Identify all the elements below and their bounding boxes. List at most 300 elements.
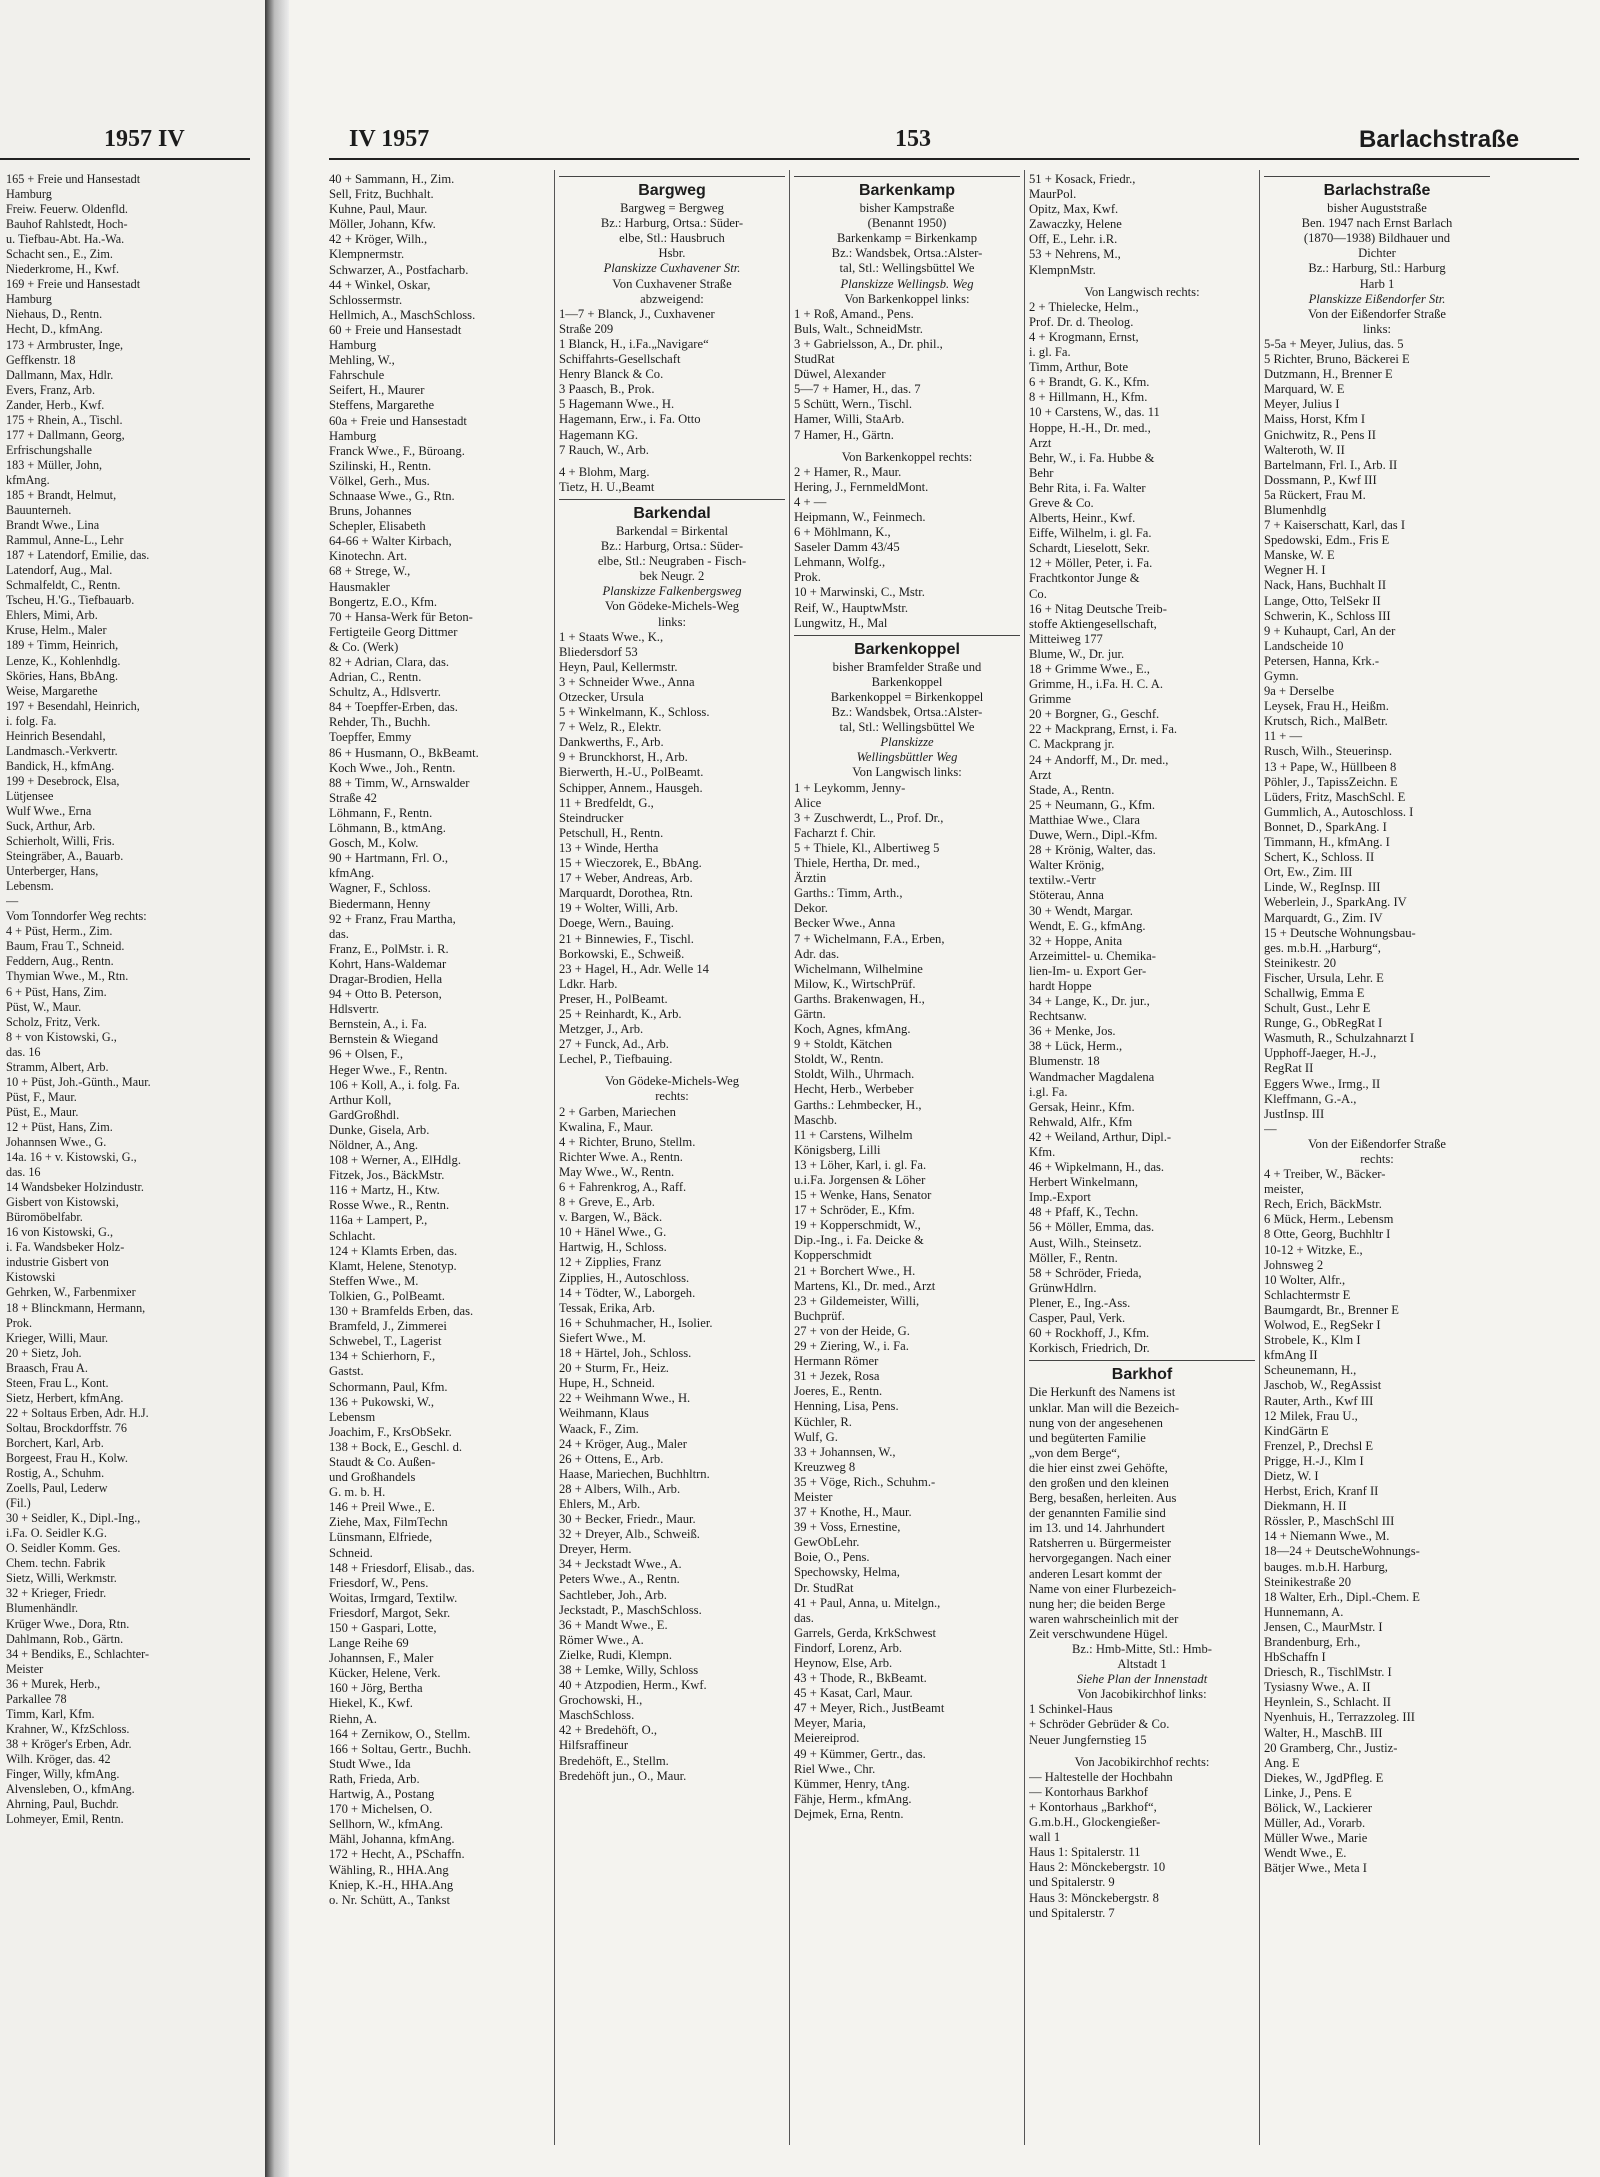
entry-line: 86 + Husmann, O., BkBeamt. — [329, 745, 479, 760]
entry-line: Grimme, H., i.Fa. H. C. A. — [1029, 677, 1163, 692]
entry-line: 172 + Hecht, A., PSchaffn. — [329, 1847, 465, 1862]
entry-line: Dip.-Ing., i. Fa. Deicke & — [794, 1233, 924, 1248]
entry-line: Lünsmann, Elfriede, — [329, 1530, 433, 1545]
entry-line: 90 + Hartmann, Frl. O., — [329, 851, 449, 866]
entry-line: Mähl, Johanna, kfmAng. — [329, 1832, 455, 1847]
section-note: links: — [658, 614, 686, 629]
entry-line: Bongertz, E.O., Kfm. — [329, 594, 438, 609]
entry-line: 18 + Härtel, Joh., Schloss. — [559, 1346, 692, 1361]
section-note: rechts: — [1360, 1152, 1394, 1166]
entry-line: Kopperschmidt — [794, 1248, 872, 1263]
section-note: rechts: — [655, 1089, 689, 1104]
entry-line: 7 + Kaiserschatt, Karl, das I — [1264, 518, 1406, 533]
entry-line: Heynlein, S., Schlacht. II — [1264, 1695, 1391, 1710]
entry-line: Eiffe, Wilhelm, i. gl. Fa. — [1029, 526, 1152, 541]
section-note: elbe, Stl.: Hausbruch — [619, 231, 725, 246]
entry-line: nung von der angesehenen — [1029, 1415, 1163, 1430]
section-note: Barkendal = Birkental — [615, 523, 728, 538]
entry-line: Kfm. — [1029, 1145, 1056, 1159]
entry-line: Rech, Erich, BäckMstr. — [1264, 1197, 1382, 1212]
entry-line: 53 + Nehrens, M., — [1029, 247, 1121, 262]
entry-line: 34 + Lange, K., Dr. jur., — [1029, 994, 1150, 1009]
entry-line: 1—7 + Blanck, J., Cuxhavener — [559, 306, 715, 321]
entry-line: Alice — [794, 795, 822, 810]
entry-line: Dankwerths, F., Arb. — [559, 735, 664, 750]
section-note: Von Langwisch links: — [852, 765, 962, 780]
entry-line: u. Tiefbau-Abt. Ha.-Wa. — [6, 232, 125, 247]
entry-line: 21 + Binnewies, F., Tischl. — [559, 931, 694, 946]
entry-line: Rusch, Wilh., Steuerinsp. — [1264, 744, 1392, 759]
section-note: Von Barkenkoppel links: — [844, 291, 970, 306]
entry-line: JustInsp. III — [1264, 1106, 1325, 1121]
entry-line: Waack, F., Zim. — [559, 1421, 639, 1436]
entry-line: Bernstein & Wiegand — [329, 1032, 439, 1047]
entry-line: Off, E., Lehr. i.R. — [1029, 232, 1118, 247]
entry-line: Schwebel, T., Lagerist — [329, 1334, 442, 1349]
entry-line: Bölick, W., Lackierer — [1264, 1801, 1373, 1816]
entry-line: Ehlers, Mimi, Arb. — [6, 608, 98, 623]
entry-line: 26 + Ottens, E., Arb. — [559, 1451, 664, 1466]
entry-line: 20 + Sietz, Joh. — [6, 1345, 82, 1360]
entry-line: Steffen Wwe., M. — [329, 1273, 419, 1288]
entry-line: Petschull, H., Rentn. — [559, 825, 664, 840]
entry-line: Schardt, Lieselott, Sekr. — [1029, 541, 1150, 556]
entry-line: Imp.-Export — [1029, 1190, 1091, 1205]
entry-line: 30 + Wendt, Margar. — [1029, 903, 1133, 918]
entry-line: Scheunemann, H., — [1264, 1363, 1357, 1378]
entry-line: 4 + — — [794, 494, 827, 509]
entry-line: 32 + Dreyer, Alb., Schweiß. — [559, 1527, 700, 1542]
entry-line: Garths. Brakenwagen, H., — [794, 991, 925, 1006]
entry-line: Nack, Hans, Buchhalt II — [1264, 578, 1387, 593]
entry-line: 20 + Borgner, G., Geschf. — [1029, 707, 1160, 722]
entry-line: 175 + Rhein, A., Tischl. — [6, 412, 123, 427]
entry-line: GrünwHdlrn. — [1029, 1280, 1097, 1295]
entry-line: 60 + Rockhoff, J., Kfm. — [1029, 1326, 1150, 1341]
entry-line: 7 Rauch, W., Arb. — [559, 442, 649, 457]
section-note: Bz.: Wandsbek, Ortsa.:Alster- — [831, 705, 983, 720]
entry-line: Henry Blanck & Co. — [559, 367, 664, 382]
entry-line: Korkisch, Friedrich, Dr. — [1029, 1341, 1150, 1356]
entry-line: 3 Paasch, B., Prok. — [559, 382, 655, 397]
entry-line: Borgeest, Frau H., Kolw. — [6, 1450, 128, 1465]
entry-line: Rehwald, Alfr., Kfm — [1029, 1114, 1133, 1129]
section-note: elbe, Stl.: Neugraben - Fisch- — [597, 554, 747, 569]
entry-line: Walter, H., MaschB. III — [1264, 1725, 1383, 1740]
entry-line: Püst, W., Maur. — [6, 999, 82, 1014]
plan-reference: Planskizze — [880, 735, 934, 750]
section-note: bisher Kampstraße — [859, 201, 955, 216]
entry-line: (Fil.) — [6, 1496, 31, 1511]
entry-line: Erfrischungshalle — [6, 442, 92, 457]
entry-line: 10 + Carstens, W., das. 11 — [1029, 405, 1160, 420]
entry-line: und begüterten Familie — [1029, 1430, 1146, 1445]
entry-line: 43 + Thode, R., BkBeamt. — [794, 1671, 927, 1686]
column-divider — [1259, 170, 1260, 2145]
entry-line: Behr, W., i. Fa. Hubbe & — [1029, 450, 1155, 465]
entry-line: Maiss, Horst, Kfm I — [1264, 412, 1366, 427]
entry-line: 27 + von der Heide, G. — [794, 1323, 910, 1338]
entry-line: Hunnemann, A. — [1264, 1604, 1344, 1619]
entry-line: Kücker, Helene, Verk. — [329, 1666, 441, 1681]
entry-line: Neuer Jungfernstieg 15 — [1029, 1732, 1147, 1747]
entry-line: Gymn. — [1264, 669, 1299, 683]
entry-line: Schwarzer, A., Postfacharb. — [329, 262, 469, 277]
entry-line: kfmAng II — [1264, 1348, 1318, 1363]
entry-line: 19 + Wolter, Willi, Arb. — [559, 901, 678, 916]
entry-line: Ang. E — [1264, 1755, 1300, 1770]
book-gutter — [265, 0, 289, 2177]
entry-line: Johannsen Wwe., G. — [6, 1135, 107, 1149]
entry-line: Kwalina, F., Maur. — [559, 1119, 654, 1134]
entry-line: Sachtleber, Joh., Arb. — [559, 1587, 667, 1602]
entry-line: Alvensleben, O., kfmAng. — [6, 1782, 135, 1797]
entry-line: und Großhandels — [329, 1470, 416, 1485]
entry-line: 31 + Jezek, Rosa — [794, 1369, 880, 1384]
entry-line: wall 1 — [1029, 1830, 1061, 1845]
entry-line: im 13. und 14. Jahrhundert — [1029, 1521, 1165, 1536]
entry-line: Findorf, Lorenz, Arb. — [794, 1640, 903, 1655]
entry-line: 6 + Püst, Hans, Zim. — [6, 984, 107, 999]
entry-line: 5 + Winkelmann, K., Schloss. — [559, 705, 710, 720]
entry-line: — — [1264, 1121, 1277, 1136]
entry-line: Zawaczky, Helene — [1029, 217, 1122, 232]
entry-line: Dekor. — [794, 901, 828, 916]
entry-line: 51 + Kosack, Friedr., — [1029, 172, 1136, 186]
section-note: Von Jacobikirchhof links: — [1077, 1687, 1207, 1702]
heading-rule — [1264, 176, 1490, 177]
entry-line: Steinikestraße 20 — [1264, 1574, 1352, 1589]
entry-line: 36 + Murek, Herb., — [6, 1676, 101, 1691]
entry-line: Gastst. — [329, 1364, 364, 1379]
entry-line: 165 + Freie und Hansestadt — [6, 172, 141, 186]
entry-line: 49 + Kümmer, Gertr., das. — [794, 1746, 926, 1761]
entry-line: 32 + Krieger, Friedr. — [6, 1586, 107, 1601]
entry-line: 1 + Leykomm, Jenny- — [794, 780, 906, 795]
entry-line — [1029, 278, 1255, 285]
entry-line: Wulf, G. — [794, 1429, 838, 1444]
column-divider — [554, 170, 555, 2145]
entry-line: Zoells, Paul, Lederw — [6, 1481, 108, 1496]
entry-line: Nyenhuis, H., Terrazzoleg. III — [1264, 1710, 1416, 1725]
entry-line: Hamburg — [6, 292, 52, 307]
entry-line: 13 + Löher, Karl, i. gl. Fa. — [794, 1157, 927, 1172]
entry-line: Weise, Margarethe — [6, 683, 98, 698]
entry-line: Hamburg — [6, 187, 52, 202]
entry-line: Johnsweg 2 — [1264, 1257, 1324, 1272]
entry-line: 7 Hamer, H., Gärtn. — [794, 427, 894, 442]
entry-line: 116 + Martz, H., Ktw. — [329, 1183, 440, 1198]
entry-line: Steinikestr. 20 — [1264, 955, 1337, 970]
entry-line: Haase, Mariechen, Buchhltrn. — [559, 1466, 710, 1481]
entry-line: Riehn, A. — [329, 1711, 377, 1726]
entry-line: Lebensm — [329, 1409, 376, 1424]
entry-line: i.Fa. O. Seidler K.G. — [6, 1526, 107, 1541]
entry-line: 173 + Armbruster, Inge, — [6, 337, 124, 352]
column-3 — [794, 172, 1020, 1822]
entry-line: Prok. — [794, 570, 821, 585]
section-note: Von Gödeke-Michels-Weg — [604, 1074, 740, 1089]
entry-line: 6 + Fahrenkrog, A., Raff. — [559, 1180, 687, 1194]
section-note: Von der Eißendorfer Straße — [1308, 1136, 1446, 1151]
entry-line: Rössler, P., MaschSchl III — [1264, 1514, 1395, 1529]
entry-line: 25 + Reinhardt, K., Arb. — [559, 1006, 682, 1021]
entry-line: hardt Hoppe — [1029, 978, 1092, 993]
entry-line: Dreyer, Herm. — [559, 1542, 632, 1557]
heading-rule — [794, 176, 1020, 177]
heading-rule — [794, 635, 1020, 636]
entry-line: 33 + Johannsen, W., — [794, 1444, 896, 1459]
entry-line: 11 + Bredfeldt, G., — [559, 795, 654, 810]
entry-line: Bramfeld, J., Zimmerei — [329, 1319, 447, 1334]
entry-line: Königsberg, Lilli — [794, 1142, 881, 1157]
entry-line: Schmalfeldt, C., Rentn. — [6, 578, 121, 593]
entry-line: Blumenhändlr. — [6, 1601, 79, 1616]
entry-line: — — [6, 894, 19, 909]
entry-line: Steen, Frau L., Kont. — [6, 1375, 109, 1390]
entry-line: 14 Wandsbeker Holzindustr. — [6, 1180, 144, 1195]
entry-line: Klamt, Helene, Stenotyp. — [329, 1258, 457, 1273]
entry-line: Tietz, H. U.,Beamt — [559, 479, 655, 494]
entry-line: Hartwig, H., Schloss. — [559, 1240, 667, 1255]
entry-line: Hausmakler — [329, 579, 390, 594]
section-note: Bz.: Hmb-Mitte, Stl.: Hmb- — [1072, 1642, 1212, 1656]
entry-line: Friesdorf, Margot, Sekr. — [329, 1605, 451, 1620]
entry-line: 29 + Ziering, W., i. Fa. — [794, 1339, 909, 1354]
entry-line: 60 + Freie und Hansestadt — [329, 322, 462, 337]
entry-line: Zipplies, H., Autoschloss. — [559, 1270, 690, 1285]
entry-line: Suck, Arthur, Arb. — [6, 819, 96, 834]
entry-line: Spechowsky, Helma, — [794, 1565, 900, 1580]
entry-line: Landmasch.-Verkvertr. — [6, 743, 118, 758]
entry-line: Tysiasny Wwe., A. II — [1264, 1680, 1371, 1695]
section-note: Bargweg = Bergweg — [620, 201, 724, 216]
entry-line: Kistowski — [6, 1270, 56, 1285]
entry-line: Finger, Willy, kfmAng. — [6, 1766, 120, 1781]
entry-line: Tscheu, H.'G., Tiefbauarb. — [6, 593, 135, 608]
entry-line: 17 + Schröder, E., Kfm. — [794, 1203, 915, 1218]
entry-line: Timm, Arthur, Bote — [1029, 360, 1129, 375]
entry-line: 40 + Sammann, H., Zim. — [329, 172, 455, 186]
section-note: (1870—1938) Bildhauer und — [1303, 231, 1451, 246]
entry-line: Ort, Ew., Zim. III — [1264, 865, 1353, 880]
entry-line: 189 + Timm, Heinrich, — [6, 638, 119, 653]
section-note: tal, Stl.: Wellingsbüttel We — [839, 261, 975, 276]
section-note: Von Jacobikirchhof rechts: — [1074, 1754, 1210, 1769]
entry-line: 48 + Pfaff, K., Techn. — [1029, 1205, 1139, 1220]
entry-line: 46 + Wipkelmann, H., das. — [1029, 1160, 1165, 1175]
entry-line: Mehling, W., — [329, 353, 395, 368]
entry-line: 9 + Stoldt, Kätchen — [794, 1037, 893, 1052]
entry-line: Garths.: Lehmbecker, H., — [794, 1097, 922, 1112]
entry-line: 37 + Knothe, H., Maur. — [794, 1505, 912, 1520]
entry-line: Lebensm. — [6, 879, 54, 894]
entry-line: Bliedersdorf 53 — [559, 644, 638, 659]
entry-line: Fischer, Ursula, Lehr. E — [1264, 970, 1384, 985]
entry-line: Garrels, Gerda, KrkSchwest — [794, 1625, 936, 1640]
entry-line: Lange Reihe 69 — [329, 1636, 409, 1651]
entry-line: Steffens, Margarethe — [329, 398, 435, 413]
entry-line: 30 + Seidler, K., Dipl.-Ing., — [6, 1511, 141, 1526]
entry-line: Maschb. — [794, 1112, 838, 1127]
entry-line: und Spitalerstr. 7 — [1029, 1905, 1115, 1920]
entry-line: Berg, besaßen, herleiten. Aus — [1029, 1491, 1177, 1506]
entry-line: 138 + Bock, E., Geschl. d. — [329, 1439, 463, 1454]
column-1 — [329, 172, 551, 1908]
entry-line: Grochowski, H., — [559, 1693, 643, 1708]
entry-line: Brandenburg, Erh., — [1264, 1635, 1361, 1649]
plan-reference: Planskizze Falkenbergsweg — [602, 584, 742, 599]
entry-line: textilw.-Vertr — [1029, 873, 1096, 888]
section-note: abzweigend: — [640, 291, 704, 306]
right-page-header-left: IV 1957 — [349, 126, 430, 152]
entry-line: Preser, H., PolBeamt. — [559, 991, 668, 1006]
entry-line: Schallwig, Emma E — [1264, 985, 1365, 1000]
entry-line: 12 Milek, Frau U., — [1264, 1408, 1358, 1423]
entry-line: 9 + Kuhaupt, Carl, An der — [1264, 623, 1396, 638]
entry-line: Adr. das. — [794, 946, 840, 961]
entry-line: Fitzek, Jos., BäckMstr. — [329, 1168, 445, 1183]
entry-line: Linke, J., Pens. E — [1264, 1785, 1352, 1800]
entry-line: HbSchaffn I — [1264, 1650, 1326, 1665]
entry-line: Prigge, H.-J., Klm I — [1264, 1453, 1364, 1468]
entry-line: Milow, K., WirtschPrüf. — [794, 976, 916, 991]
entry-line: 60a + Freie und Hansestadt — [329, 413, 467, 428]
entry-line: 22 + Weihmann Wwe., H. — [559, 1391, 691, 1406]
entry-line: O. Seidler Komm. Ges. — [6, 1541, 121, 1556]
entry-line: i. folg. Fa. — [6, 713, 57, 728]
entry-line: Frenzel, P., Drechsl E — [1264, 1438, 1374, 1453]
entry-line: 13 + Winde, Hertha — [559, 840, 659, 855]
section-note: Hsbr. — [658, 246, 686, 261]
column-divider — [1024, 170, 1025, 2145]
entry-line: 108 + Werner, A., ElHdlg. — [329, 1153, 461, 1168]
entry-line: Wulf Wwe., Erna — [6, 803, 92, 818]
entry-line: Kleffmann, G.-A., — [1264, 1091, 1357, 1106]
entry-line: 38 + Kröger's Erben, Adr. — [6, 1736, 132, 1751]
section-note: Barkenkamp = Birkenkamp — [836, 231, 977, 246]
entry-line: Römer Wwe., A. — [559, 1632, 644, 1647]
entry-line: Chem. techn. Fabrik — [6, 1556, 106, 1571]
entry-line: Franck Wwe., F., Büroang. — [329, 443, 465, 458]
entry-line: 170 + Michelsen, O. — [329, 1802, 433, 1817]
entry-line: 5 Schütt, Wern., Tischl. — [794, 397, 913, 412]
entry-line: 14 + Niemann Wwe., M. — [1264, 1529, 1390, 1544]
street-heading: Barlachstraße — [1323, 182, 1431, 199]
entry-line: 150 + Gaspari, Lotte, — [329, 1621, 437, 1635]
entry-line: Rammul, Anne-L., Lehr — [6, 533, 124, 548]
entry-line: 24 + Andorff, M., Dr. med., — [1029, 752, 1169, 767]
entry-line: StudRat — [794, 352, 835, 367]
entry-line: 1 + Roß, Amand., Pens. — [794, 306, 914, 321]
entry-line: Frachtkontor Junge & — [1029, 571, 1140, 586]
entry-line: Dunke, Gisela, Arb. — [329, 1122, 430, 1137]
entry-line: Hecht, D., kfmAng. — [6, 322, 103, 337]
section-note: bisher Bramfelder Straße und — [832, 659, 982, 674]
entry-line: 92 + Franz, Frau Martha, — [329, 911, 456, 926]
entry-line: Müller, Ad., Vorarb. — [1264, 1816, 1366, 1831]
entry-line: 7 + Wichelmann, F.A., Erben, — [794, 931, 945, 946]
entry-line: Schlossermstr. — [329, 292, 403, 307]
entry-line: Stramm, Albert, Arb. — [6, 1059, 109, 1074]
entry-line: Dutzmann, H., Brenner E — [1264, 367, 1393, 382]
entry-line: Blumenstr. 18 — [1029, 1054, 1100, 1069]
entry-line: 169 + Freie und Hansestadt — [6, 277, 141, 292]
street-heading: Barkendal — [633, 504, 711, 522]
entry-line: Die Herkunft des Namens ist — [1029, 1385, 1176, 1400]
entry-line: Zander, Herb., Kwf. — [6, 397, 105, 412]
entry-line: Niederkrome, H., Kwf. — [6, 262, 120, 277]
entry-line: stoffe Aktiengesellschaft, — [1029, 616, 1157, 631]
entry-line: 10 + Püst, Joh.-Günth., Maur. — [6, 1074, 151, 1089]
entry-line: Otzecker, Ursula — [559, 690, 644, 704]
entry-line: Ziehe, Max, FilmTechn — [329, 1515, 448, 1530]
entry-line: Bätjer Wwe., Meta I — [1264, 1861, 1367, 1876]
entry-line: 15 + Wenke, Hans, Senator — [794, 1188, 932, 1203]
entry-line: 34 + Bendiks, E., Schlachter- — [6, 1646, 150, 1661]
entry-line: Evers, Franz, Arb. — [6, 382, 96, 397]
entry-line: Haus 3: Mönckebergstr. 8 — [1029, 1890, 1159, 1905]
entry-line: Stade, A., Rentn. — [1029, 782, 1115, 797]
entry-line: 36 + Menke, Jos. — [1029, 1024, 1116, 1039]
section-note: Von Barkenkoppel rechts: — [841, 449, 973, 464]
entry-line: Freiw. Feuerw. Oldenfld. — [6, 202, 128, 217]
section-note: bek Neugr. 2 — [639, 569, 705, 584]
entry-line: 4 + Krogmann, Ernst, — [1029, 329, 1139, 344]
entry-line: 13 + Pape, W., Hüllbeen 8 — [1264, 759, 1397, 774]
entry-line: 5a Rückert, Frau M. — [1264, 487, 1366, 502]
entry-line: Casper, Paul, Verk. — [1029, 1311, 1126, 1326]
entry-line: Saseler Damm 43/45 — [794, 540, 900, 555]
entry-line: Vom Tonndorfer Weg rechts: — [6, 909, 147, 924]
entry-line: Hering, J., FernmeldMont. — [794, 479, 929, 494]
entry-line: Fahrschule — [329, 368, 385, 383]
entry-line: Schiffahrts-Gesellschaft — [559, 352, 681, 367]
entry-line: + Schröder Gebrüder & Co. — [1029, 1717, 1170, 1732]
street-heading: Bargweg — [638, 182, 706, 199]
entry-line: 134 + Schierhorn, F., — [329, 1349, 436, 1364]
entry-line: 7 + Welz, R., Elektr. — [559, 720, 662, 735]
entry-line: 8 + von Kistowski, G., — [6, 1029, 117, 1044]
column-4 — [1029, 172, 1255, 1921]
entry-line: Steingräber, A., Bauarb. — [6, 849, 124, 864]
entry-line: Riel Wwe., Chr. — [794, 1761, 876, 1776]
entry-line: 16 + Nitag Deutsche Treib- — [1029, 601, 1167, 616]
entry-line: Dr. StudRat — [794, 1580, 854, 1595]
entry-line: Rosse Wwe., R., Rentn. — [329, 1198, 450, 1213]
entry-line: Düwel, Alexander — [794, 367, 886, 382]
entry-line: Koch Wwe., Joh., Rentn. — [329, 760, 456, 775]
entry-line: 15 + Wieczorek, E., BbAng. — [559, 856, 702, 871]
entry-line: 58 + Schröder, Frieda, — [1029, 1265, 1142, 1280]
entry-line: Weihmann, Klaus — [559, 1406, 649, 1421]
entry-line: 44 + Winkel, Oskar, — [329, 277, 431, 292]
entry-line: Arzeimittel- u. Chemika- — [1029, 948, 1156, 963]
entry-line: 14 + Tödter, W., Laborgeh. — [559, 1285, 696, 1300]
entry-line: den großen und den kleinen — [1029, 1475, 1169, 1490]
plan-reference: Planskizze Wellingsb. Weg — [840, 276, 974, 291]
entry-line: 9a + Derselbe — [1264, 684, 1335, 699]
entry-line: Franz, E., PolMstr. i. R. — [329, 941, 449, 956]
entry-line: Wolwod, E., RegSekr I — [1264, 1318, 1381, 1333]
entry-line: Gnichwitz, R., Pens II — [1264, 427, 1376, 442]
column-2 — [559, 172, 785, 1784]
entry-line: das. 16 — [6, 1044, 41, 1059]
entry-line: Schormann, Paul, Kfm. — [329, 1379, 448, 1394]
entry-line: 38 + Lemke, Willy, Schloss — [559, 1663, 699, 1677]
right-header-rule — [329, 158, 1579, 160]
entry-line: 8 + Hillmann, H., Kfm. — [1029, 390, 1148, 405]
